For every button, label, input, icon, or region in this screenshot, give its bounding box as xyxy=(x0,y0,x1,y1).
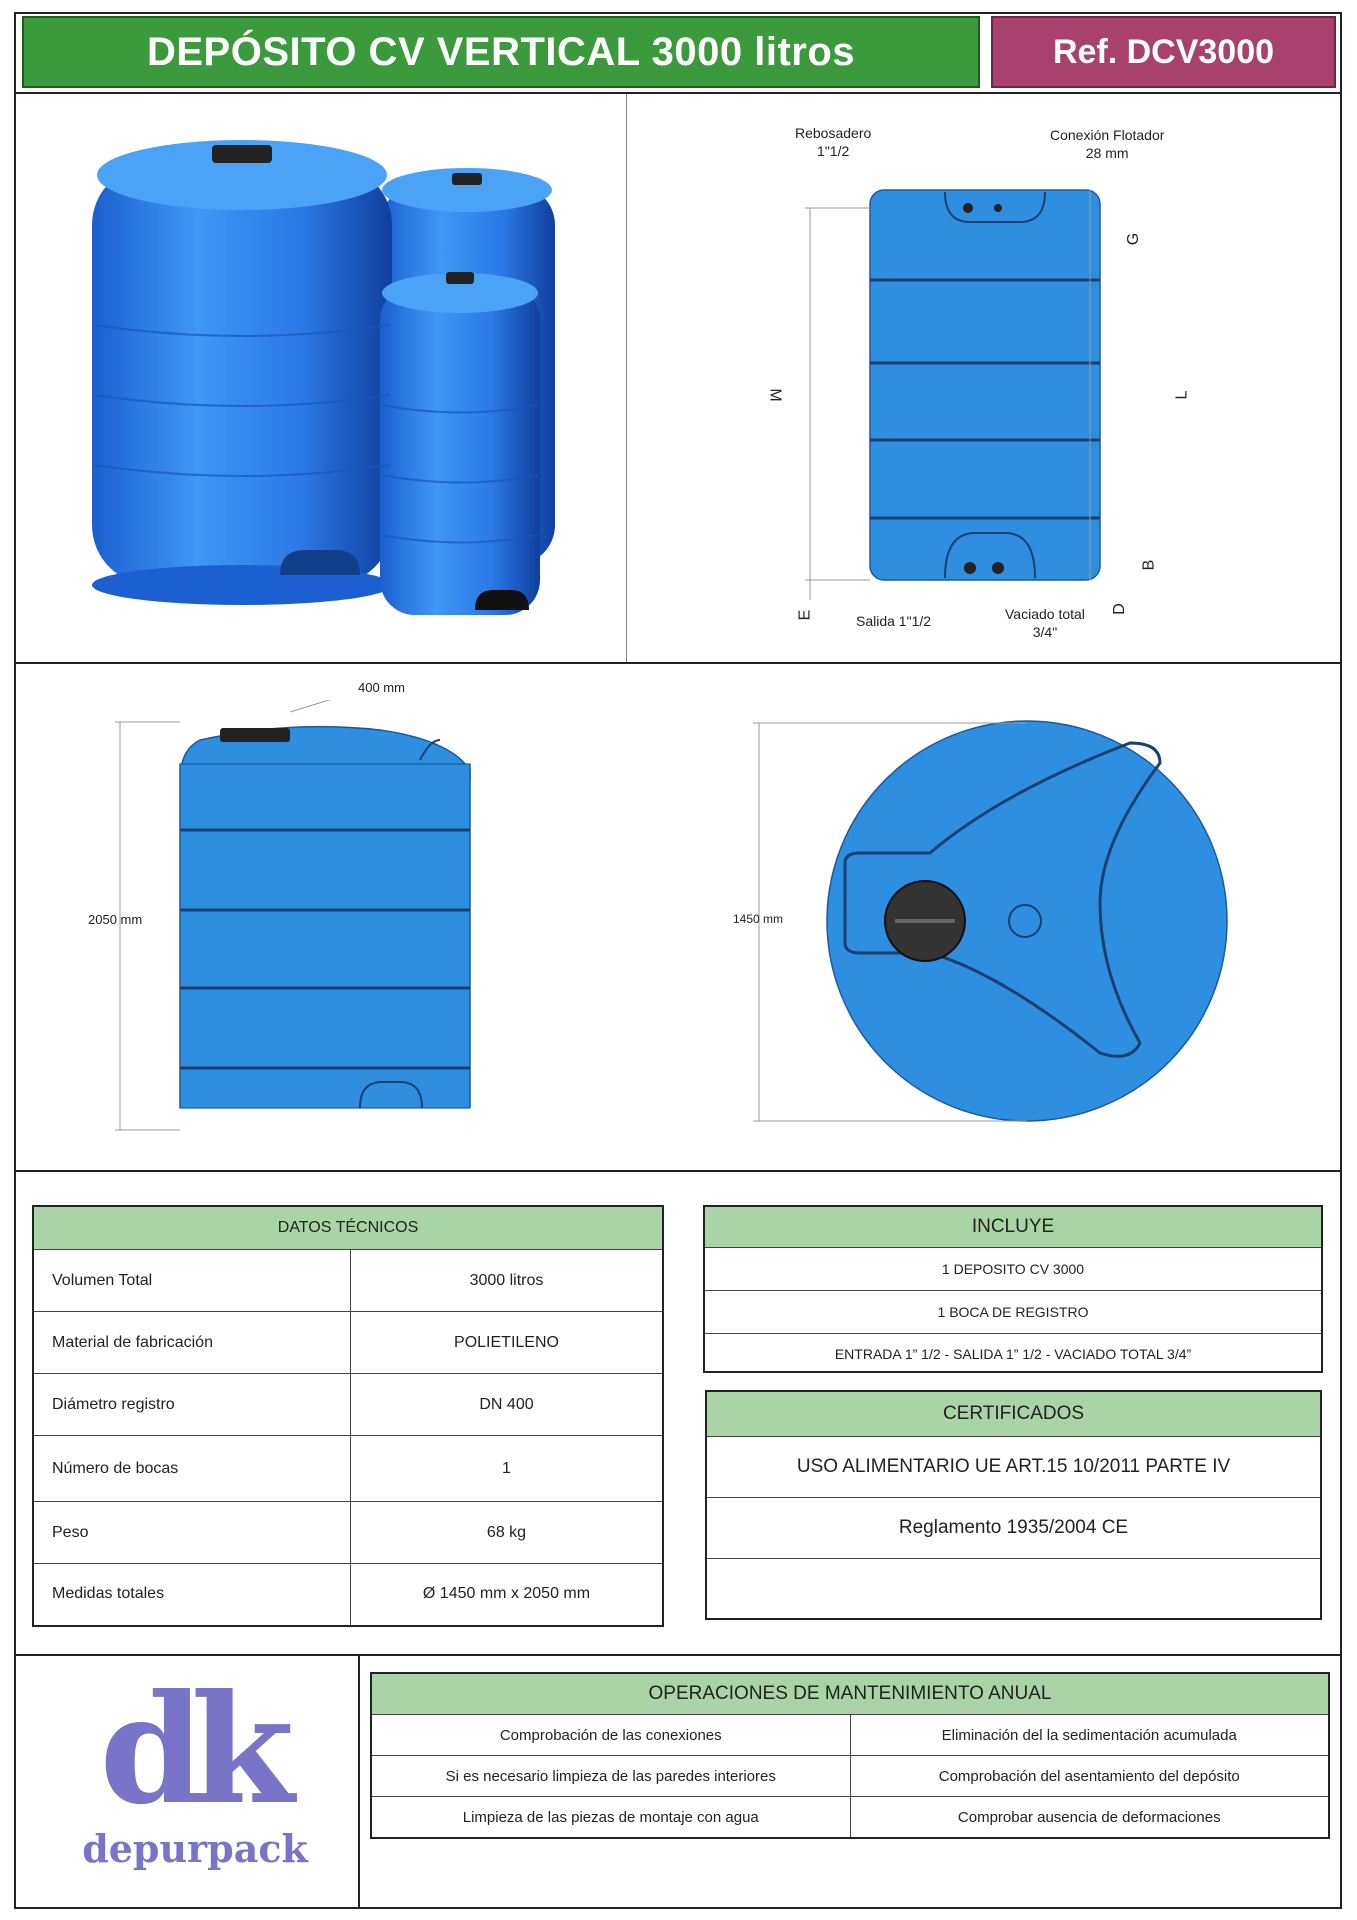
table-cell: Limpieza de las piezas de montaje con agua xyxy=(371,1797,850,1839)
top-view-diagram xyxy=(735,715,1235,1135)
table-row xyxy=(33,1436,663,1502)
table-cell: Si es necesario limpieza de las paredes interiores xyxy=(371,1756,850,1797)
label-rebosadero: Rebosadero 1"1/2 xyxy=(795,125,872,159)
list-item: Reglamento 1935/2004 CE xyxy=(707,1498,1320,1559)
row-label: Material de fabricación xyxy=(33,1312,351,1374)
row-label: Número de bocas xyxy=(33,1436,351,1502)
row-value: 3000 litros xyxy=(351,1250,664,1312)
mantenimiento-title: OPERACIONES DE MANTENIMIENTO ANUAL xyxy=(371,1673,1329,1715)
list-item: ENTRADA 1” 1/2 - SALIDA 1” 1/2 - VACIADO TOTAL 3/4” xyxy=(834,1346,1192,1362)
divider-header xyxy=(14,92,1342,94)
table-cell: Comprobación de las conexiones xyxy=(371,1715,850,1756)
datos-tecnicos-table xyxy=(32,1205,664,1627)
logo-name: depurpack xyxy=(82,1826,308,1871)
dim-letter-d: D xyxy=(1110,603,1128,615)
document-title: DEPÓSITO CV VERTICAL 3000 litros xyxy=(22,16,980,88)
divider-drawings xyxy=(14,1170,1342,1172)
table-cell: Eliminación del la sedimentación acumulada xyxy=(850,1715,1329,1756)
row-value: Ø 1450 mm x 2050 mm xyxy=(351,1564,664,1626)
list-item xyxy=(707,1559,1320,1619)
dim-letter-g: G xyxy=(1125,232,1143,246)
table-row xyxy=(33,1502,663,1564)
row-label: Peso xyxy=(33,1502,351,1564)
table-row xyxy=(33,1250,663,1312)
product-photo xyxy=(80,135,570,635)
table-row xyxy=(371,1715,1329,1756)
table-row xyxy=(371,1797,1329,1839)
dim-letter-e: E xyxy=(796,609,814,621)
row-label: Medidas totales xyxy=(33,1564,351,1626)
label-vaciado: Vaciado total 3/4" xyxy=(1005,606,1085,640)
table-row xyxy=(33,1312,663,1374)
certificados-box xyxy=(705,1390,1322,1620)
dim-letter-m: M xyxy=(766,388,784,402)
row-value: DN 400 xyxy=(351,1374,664,1436)
datos-tecnicos-title: DATOS TÉCNICOS xyxy=(33,1206,663,1250)
label-conexion-flotador: Conexión Flotador 28 mm xyxy=(1050,127,1165,161)
table-row xyxy=(33,1564,663,1626)
table-row xyxy=(371,1756,1329,1797)
mantenimiento-table xyxy=(370,1672,1330,1839)
divider-vertical-bottom xyxy=(358,1656,360,1909)
row-value: POLIETILENO xyxy=(351,1312,664,1374)
table-row xyxy=(33,1374,663,1436)
incluye-title: INCLUYE xyxy=(705,1207,1321,1248)
row-label: Volumen Total xyxy=(33,1250,351,1312)
logo-mark: dk xyxy=(99,1662,281,1838)
dim-height-2050: 2050 mm xyxy=(88,912,143,927)
row-label: Diámetro registro xyxy=(33,1374,351,1436)
label-salida: Salida 1"1/2 xyxy=(856,613,932,629)
side-dimension-diagram xyxy=(110,700,550,1140)
divider-tables xyxy=(14,1654,1342,1656)
front-dimension-diagram xyxy=(770,180,1110,600)
dim-letter-b: B xyxy=(1140,559,1158,571)
row-value: 68 kg xyxy=(351,1502,664,1564)
company-logo xyxy=(70,1662,320,1880)
divider-images xyxy=(14,662,1342,664)
dim-diameter-1450: 1450 mm xyxy=(733,912,784,926)
list-item: 1 DEPOSITO CV 3000 xyxy=(705,1248,1321,1291)
list-item: USO ALIMENTARIO UE ART.15 10/2011 PARTE IV xyxy=(707,1437,1320,1498)
dim-letter-l: L xyxy=(1173,390,1191,400)
table-cell: Comprobar ausencia de deformaciones xyxy=(850,1797,1329,1839)
dim-top-400: 400 mm xyxy=(358,680,405,695)
table-cell: Comprobación del asentamiento del depósito xyxy=(850,1756,1329,1797)
list-item: 1 BOCA DE REGISTRO xyxy=(705,1291,1321,1334)
row-value: 1 xyxy=(351,1436,664,1502)
certificados-title: CERTIFICADOS xyxy=(707,1392,1320,1437)
reference-badge: Ref. DCV3000 xyxy=(991,16,1336,88)
incluye-box xyxy=(703,1205,1323,1373)
divider-vertical-top xyxy=(626,94,627,662)
